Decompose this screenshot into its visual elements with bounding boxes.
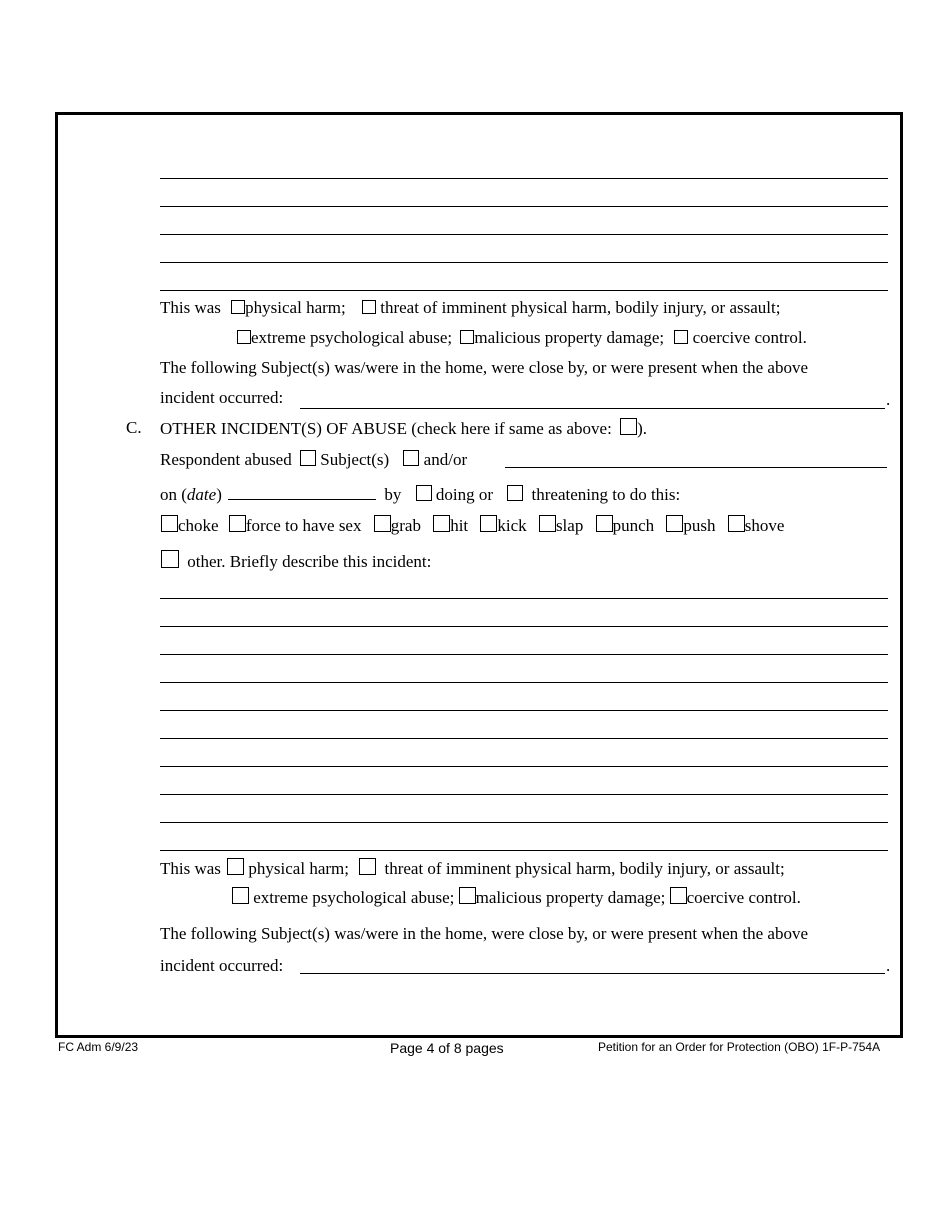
description-line[interactable] [160,850,888,851]
description-line[interactable] [160,766,888,767]
description-line[interactable] [160,710,888,711]
act-checkbox[interactable] [374,515,391,532]
description-line[interactable] [160,794,888,795]
doing-checkbox[interactable] [416,485,432,501]
on-label: on ( [160,485,187,504]
period: . [886,956,891,975]
footer-page-number: Page 4 of 8 pages [390,1040,504,1056]
by-label: by [384,485,402,504]
following-subjects-text: The following Subject(s) was/were in the home, were close by, or were present when the above [160,358,808,377]
threat-label: threat of imminent physical harm, bodily injury, or assault; [384,859,785,878]
incident-occurred-field[interactable] [300,408,885,409]
incident-occurred-label: incident occurred: [160,956,284,975]
act-item [433,516,468,535]
date-label: date [186,485,217,504]
act-item [666,516,715,535]
act-checkbox[interactable] [480,515,497,532]
coercive-control-label: coercive control. [692,328,807,347]
act-label: shove [744,516,785,535]
footer-form-title: Petition for an Order for Protection (OBO) 1F-P-754A [598,1040,881,1054]
physical-harm-checkbox[interactable] [227,858,244,875]
threatening-label: threatening to do this: [531,485,681,504]
act-label: punch [612,516,655,535]
psych-abuse-label: extreme psychological abuse; [253,888,455,907]
property-damage-label: malicious property damage; [474,328,665,347]
physical-harm-label: physical harm; [245,298,346,317]
property-damage-checkbox[interactable] [459,887,476,904]
subjects-label: Subject(s) [320,450,390,469]
description-line[interactable] [160,654,888,655]
and-or-checkbox[interactable] [403,450,419,466]
description-line[interactable] [160,178,888,179]
act-checkbox[interactable] [161,515,178,532]
incident-occurred-label: incident occurred: [160,388,284,407]
other-row [161,550,431,572]
description-line[interactable] [160,262,888,263]
other-checkbox[interactable] [161,550,179,568]
act-label: push [683,516,716,535]
act-item [596,516,655,535]
act-checkbox[interactable] [229,515,246,532]
section-c-letter: C. [126,418,142,437]
act-item [480,516,526,535]
act-checkbox[interactable] [728,515,745,532]
incident-type-row-2 [232,887,801,908]
coercive-control-checkbox[interactable] [670,887,687,904]
description-line[interactable] [160,738,888,739]
incident-occurred-row [160,956,283,976]
physical-harm-checkbox[interactable] [231,300,245,314]
same-as-above-checkbox[interactable] [620,418,637,435]
act-label: hit [450,516,469,535]
act-checkbox[interactable] [433,515,450,532]
threat-checkbox[interactable] [359,858,376,875]
physical-harm-label: physical harm; [248,859,349,878]
act-label: force to have sex [245,516,362,535]
description-line[interactable] [160,822,888,823]
psych-abuse-checkbox[interactable] [237,330,251,344]
subjects-checkbox[interactable] [300,450,316,466]
property-damage-label: malicious property damage; [475,888,666,907]
footer-form-id: FC Adm 6/9/23 [58,1040,139,1054]
doing-or-label: doing or [435,485,494,504]
act-label: kick [497,516,527,535]
act-label: grab [390,516,421,535]
this-was-label: This was [160,298,221,317]
description-line[interactable] [160,626,888,627]
coercive-control-checkbox[interactable] [674,330,688,344]
following-subjects-text: The following Subject(s) was/were in the home, were close by, or were present when the above [160,924,808,943]
act-item [539,516,583,535]
description-line[interactable] [160,682,888,683]
incident-occurred-field[interactable] [300,973,885,974]
close-paren: ) [216,485,222,504]
act-item [728,516,785,535]
threat-checkbox[interactable] [362,300,376,314]
act-checkbox[interactable] [539,515,556,532]
act-label: choke [178,516,219,535]
section-c-heading [160,418,647,439]
act-item [229,516,362,535]
and-or-label: and/or [423,450,468,469]
incident-type-row-2 [237,328,807,348]
psych-abuse-label: extreme psychological abuse; [251,328,453,347]
date-row [160,484,680,505]
date-field[interactable] [228,484,376,500]
respondent-abused-label: Respondent abused [160,450,292,469]
this-was-label: This was [160,859,221,878]
act-item [374,516,421,535]
incident-type-row-1 [160,298,780,318]
act-checkbox[interactable] [596,515,613,532]
section-c-heading-text: OTHER INCIDENT(S) OF ABUSE (check here if same as above: [160,419,612,438]
abused-other-field[interactable] [505,467,887,468]
heading-close: ). [637,419,647,438]
threat-label: threat of imminent physical harm, bodily injury, or assault; [380,298,781,317]
other-label: other. Briefly describe this incident: [187,552,432,571]
act-label: slap [555,516,584,535]
psych-abuse-checkbox[interactable] [232,887,249,904]
act-item [161,516,219,535]
incident-type-row-1 [160,858,785,879]
acts-row [161,515,784,536]
description-line[interactable] [160,598,888,599]
respondent-abused-row [160,450,467,470]
coercive-control-label: coercive control. [686,888,801,907]
threatening-checkbox[interactable] [507,485,523,501]
property-damage-checkbox[interactable] [460,330,474,344]
act-checkbox[interactable] [666,515,683,532]
description-line[interactable] [160,234,888,235]
description-line[interactable] [160,290,888,291]
description-line[interactable] [160,206,888,207]
period: . [886,390,891,409]
incident-occurred-row [160,388,283,408]
